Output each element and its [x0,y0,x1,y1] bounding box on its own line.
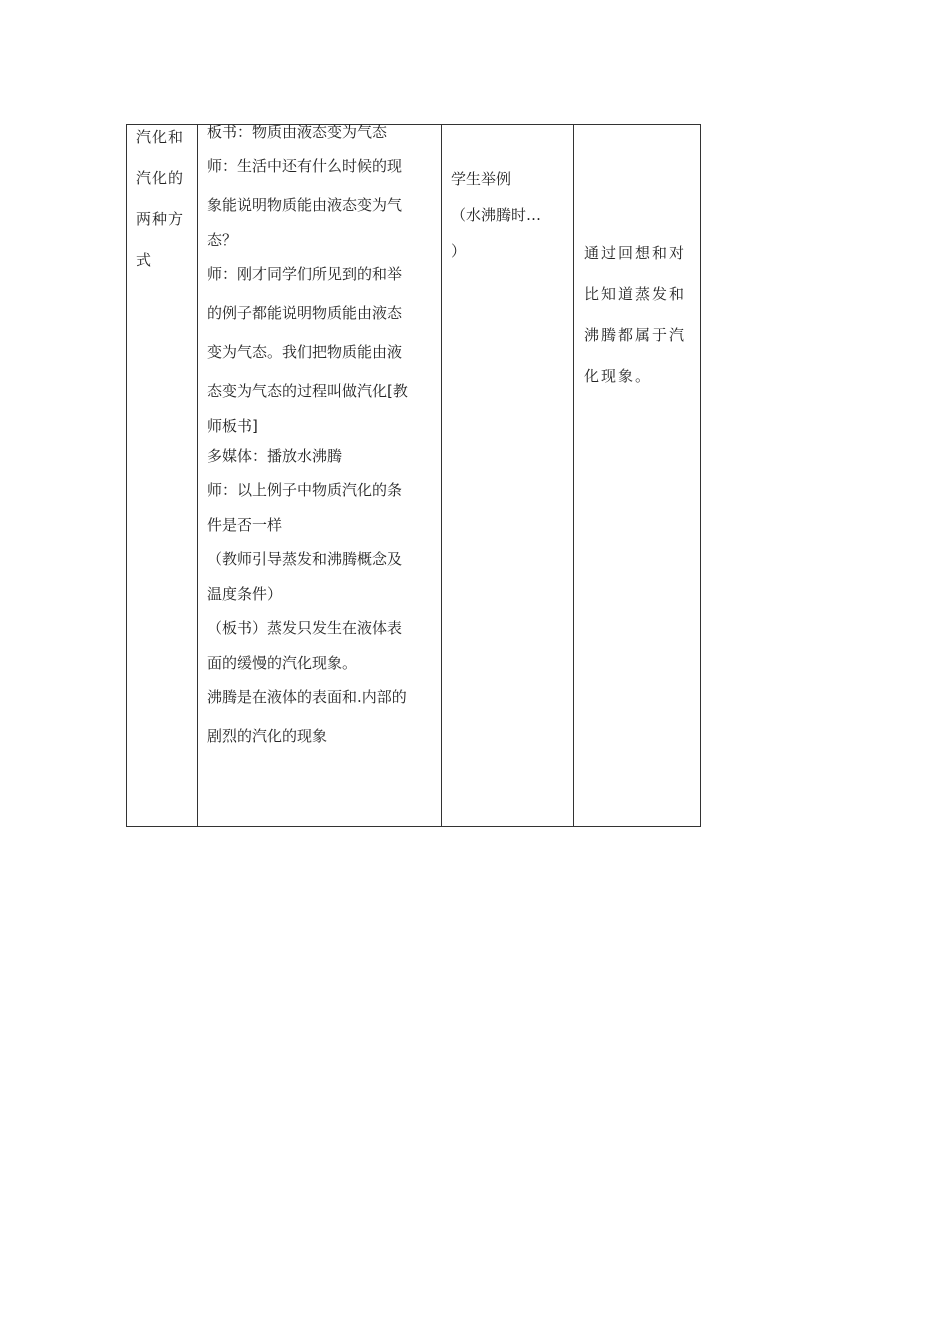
student-activity-cell [442,125,574,827]
teacher-line: 板书：物质由液态变为气态 [207,123,388,141]
teacher-line: 师板书] [207,417,258,435]
lesson-plan-table [126,124,701,827]
teacher-line: 沸腾是在液体的表面和.内部的 [207,688,407,706]
teacher-line: 的例子都能说明物质能由液态 [207,304,403,322]
topic-line: 式 [136,251,153,269]
teacher-line: 师：刚才同学们所见到的和举 [207,265,403,283]
topic-cell [127,125,198,827]
topic-line: 汽化的 [136,169,185,187]
topic-line: 两种方 [136,210,185,228]
intent-line: 比知道蒸发和 [584,285,687,303]
table-row [127,125,701,827]
design-intent-cell [574,125,701,827]
teacher-line: 剧烈的汽化的现象 [207,727,328,745]
teacher-line: （教师引导蒸发和沸腾概念及 [207,550,403,568]
teacher-line: 态？ [207,231,238,249]
teacher-line: 件是否一样 [207,516,283,534]
teacher-line: （板书）蒸发只发生在液体表 [207,619,403,637]
teacher-line: 面的缓慢的汽化现象。 [207,654,358,672]
teacher-activity-cell [198,125,442,827]
teacher-line: 变为气态。我们把物质能由液 [207,343,403,361]
student-line: ） [451,242,467,260]
student-line: （水沸腾时… [451,206,542,224]
student-line: 学生举例 [451,170,512,188]
intent-line: 通过回想和对 [584,244,687,262]
intent-line: 化现象。 [584,367,653,385]
teacher-line: 态变为气态的过程叫做汽化[教 [207,382,408,400]
intent-line: 沸腾都属于汽 [584,326,687,344]
teacher-line: 温度条件） [207,585,283,603]
teacher-line: 师：以上例子中物质汽化的条 [207,481,403,499]
teacher-line: 师：生活中还有什么时候的现 [207,157,403,175]
teacher-line: 多媒体：播放水沸腾 [207,447,343,465]
teacher-line: 象能说明物质能由液态变为气 [207,196,403,214]
topic-line: 汽化和 [136,128,185,146]
